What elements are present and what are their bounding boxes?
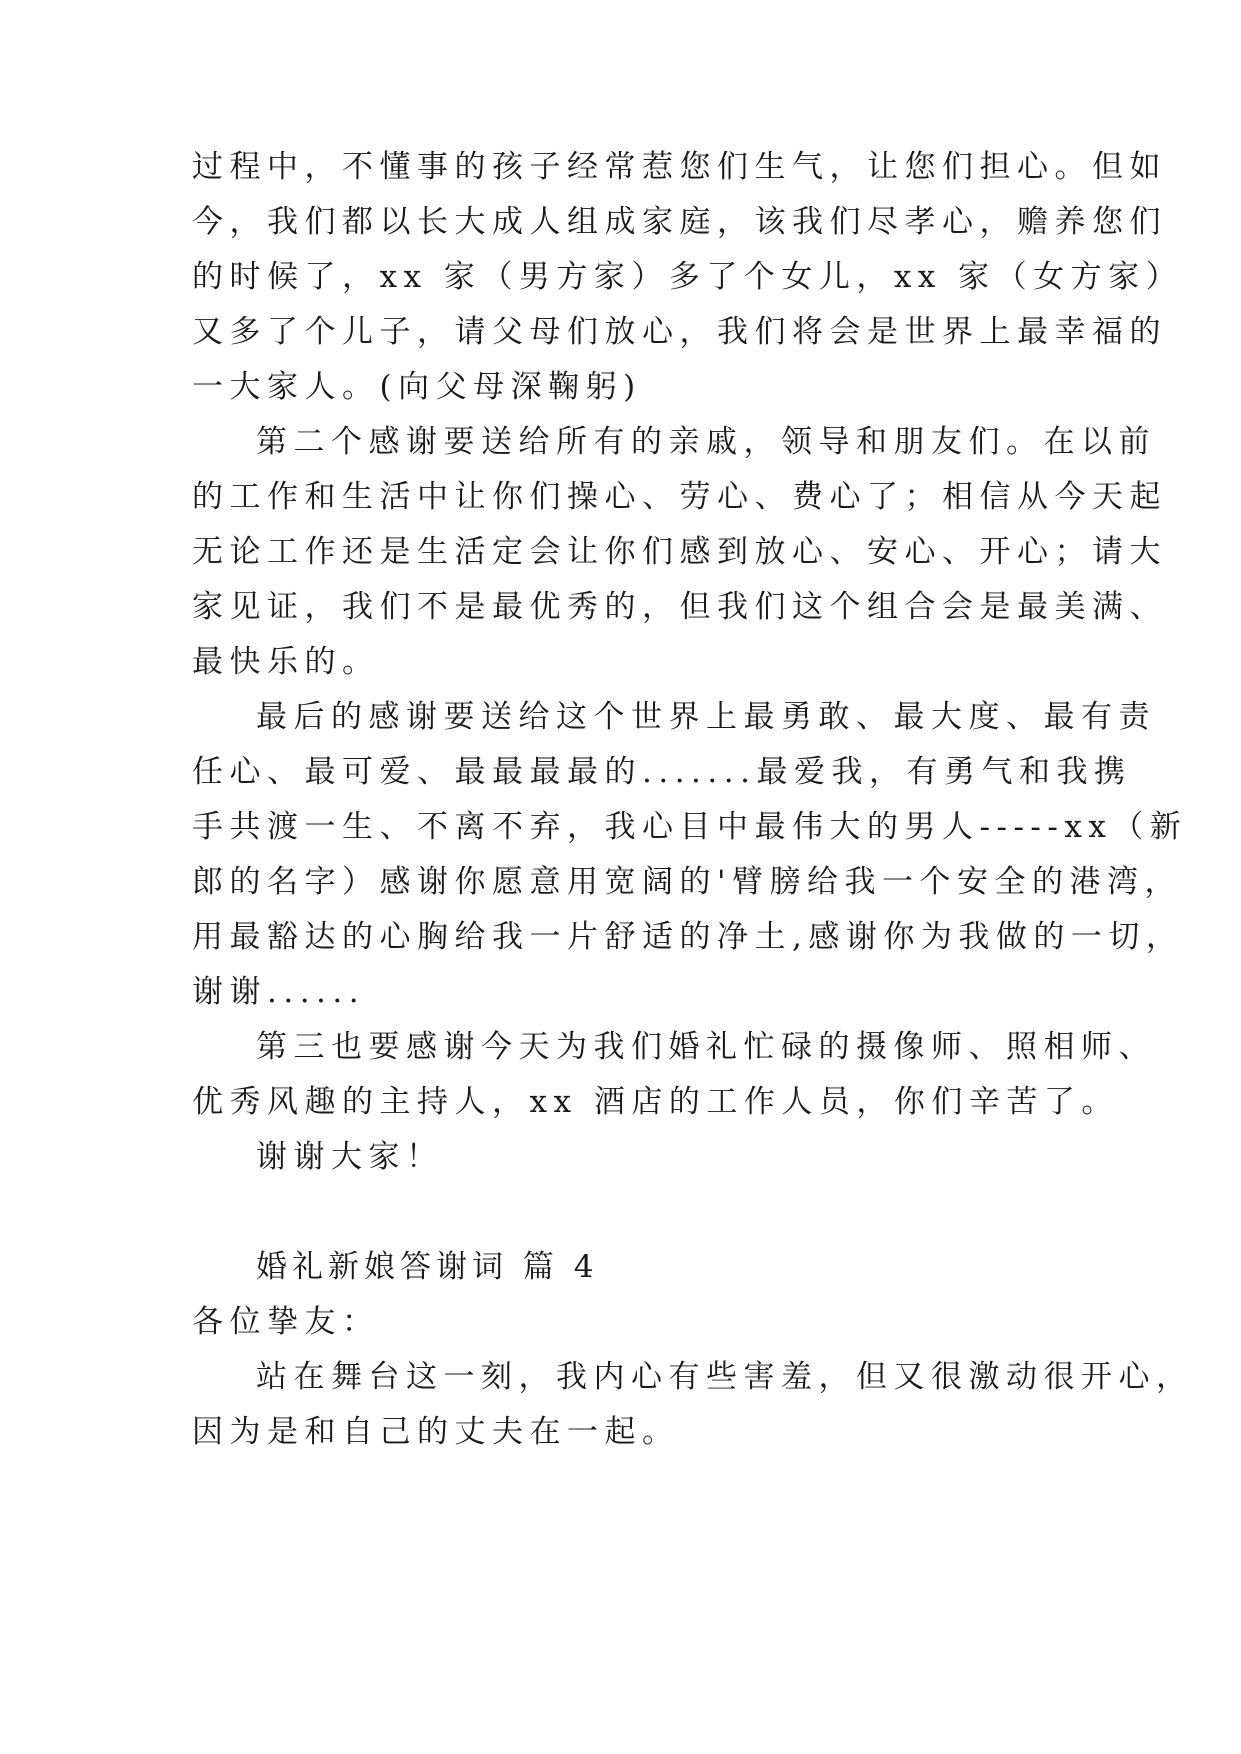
paragraph-4-line-2: 优秀风趣的主持人，xx 酒店的工作人员，你们辛苦了。	[192, 1084, 1119, 1120]
paragraph-1-line-5: 一大家人。(向父母深鞠躬)	[192, 369, 642, 405]
paragraph-1-line-4: 又多了个儿子，请父母们放心，我们将会是世界上最幸福的	[192, 314, 1167, 350]
paragraph-1-line-2: 今，我们都以长大成人组成家庭，该我们尽孝心，赡养您们	[192, 204, 1167, 240]
section-heading: 婚礼新娘答谢词 篇 4	[256, 1249, 599, 1285]
closing-line: 谢谢大家！	[256, 1139, 444, 1175]
paragraph-2-line-2: 的工作和生活中让你们操心、劳心、费心了；相信从今天起	[192, 479, 1167, 515]
paragraph-3-line-3: 手共渡一生、不离不弃，我心目中最伟大的男人-----xx（新	[192, 809, 1188, 845]
paragraph-5-line-1: 站在舞台这一刻，我内心有些害羞，但又很激动很开心，	[256, 1359, 1194, 1395]
paragraph-3-line-2: 任心、最可爱、最最最最的.......最爱我，有勇气和我携	[192, 754, 1132, 790]
paragraph-1-line-1: 过程中，不懂事的孩子经常惹您们生气，让您们担心。但如	[192, 149, 1167, 185]
paragraph-3-line-6: 谢谢......	[192, 974, 366, 1010]
paragraph-4-line-1: 第三也要感谢今天为我们婚礼忙碌的摄像师、照相师、	[256, 1029, 1156, 1065]
salutation: 各位挚友：	[192, 1304, 380, 1340]
paragraph-1-line-3: 的时候了，xx 家（男方家）多了个女儿，xx 家（女方家）	[192, 259, 1184, 295]
paragraph-2-line-1: 第二个感谢要送给所有的亲戚，领导和朋友们。在以前	[256, 424, 1156, 460]
paragraph-3-line-1: 最后的感谢要送给这个世界上最勇敢、最大度、最有责	[256, 699, 1156, 735]
paragraph-2-line-5: 最快乐的。	[192, 644, 380, 680]
paragraph-2-line-3: 无论工作还是生活定会让你们感到放心、安心、开心；请大	[192, 534, 1167, 570]
paragraph-3-line-4: 郎的名字）感谢你愿意用宽阔的'臂膀给我一个安全的港湾，	[192, 864, 1183, 900]
paragraph-5-line-2: 因为是和自己的丈夫在一起。	[192, 1414, 680, 1450]
paragraph-3-line-5: 用最豁达的心胸给我一片舒适的净土,感谢你为我做的一切，	[192, 919, 1184, 955]
paragraph-2-line-4: 家见证，我们不是最优秀的，但我们这个组合会是最美满、	[192, 589, 1167, 625]
